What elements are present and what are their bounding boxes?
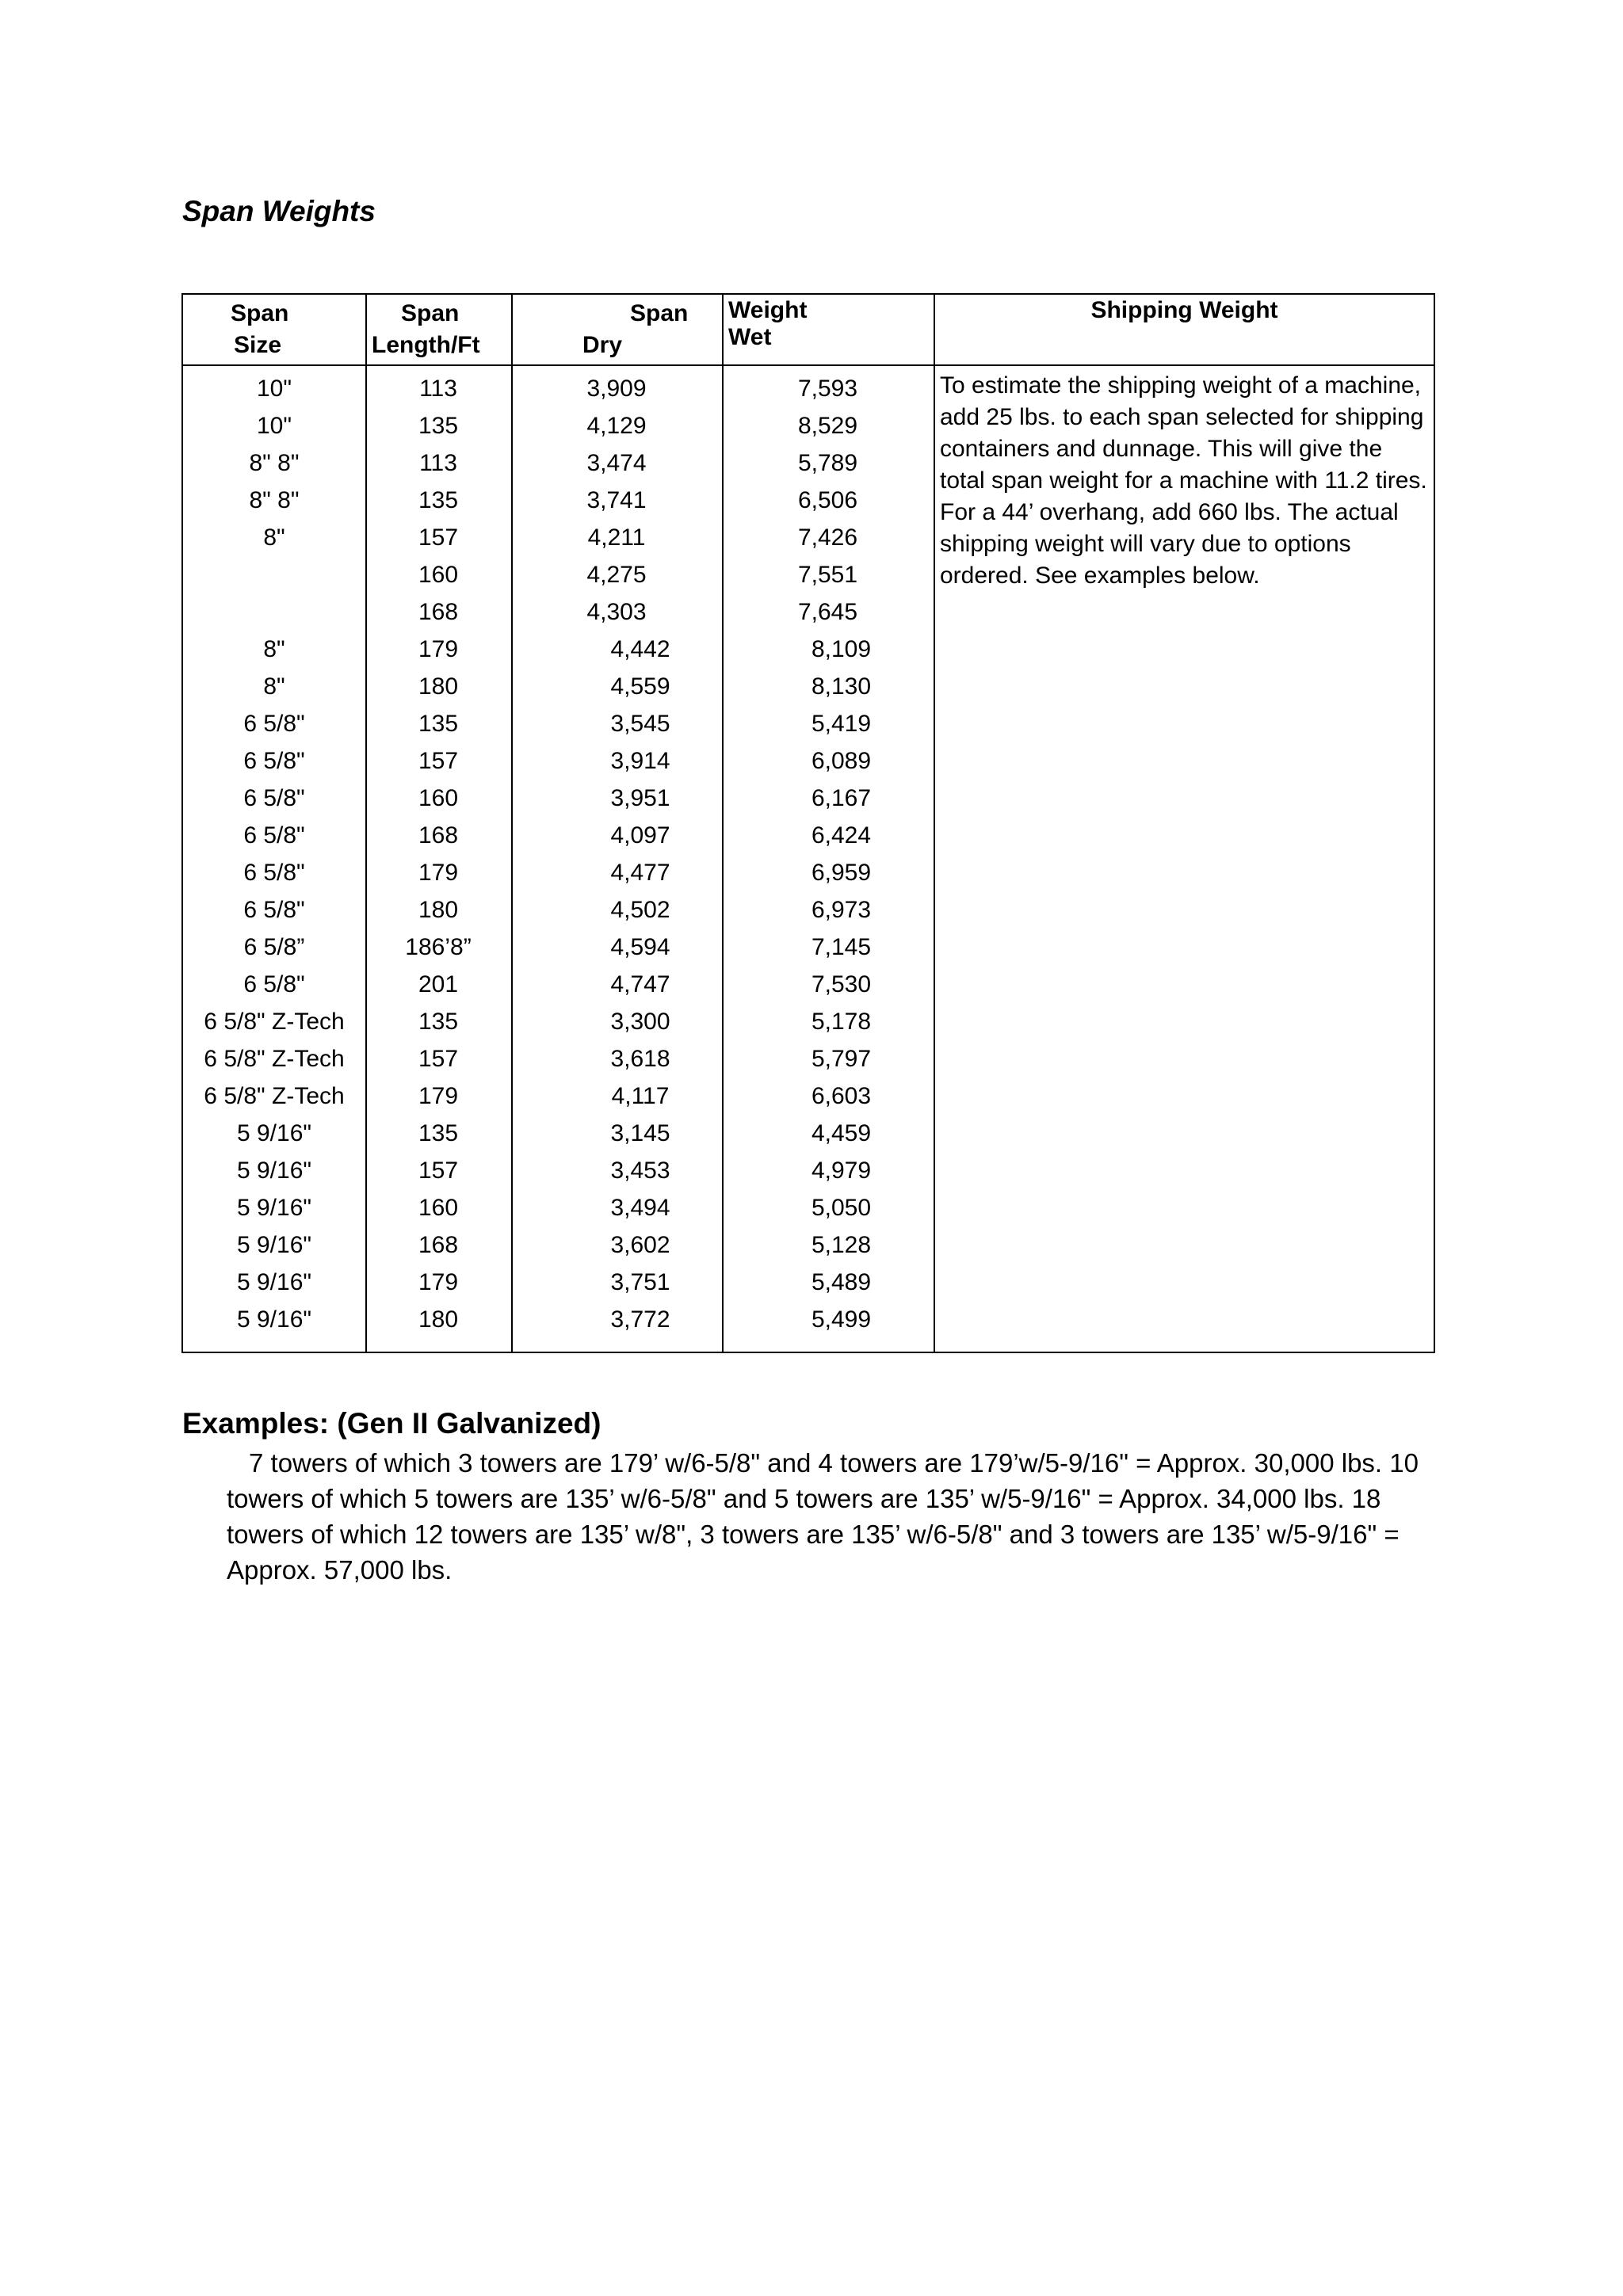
span-size-cell: 6 5/8" [243, 785, 305, 811]
table-row [183, 854, 1434, 891]
table-row [183, 631, 1434, 668]
span-length-cell: 160 [418, 562, 459, 588]
table-row [183, 891, 1434, 929]
span-length-cell: 179 [418, 1083, 459, 1109]
dry-weight-cell: 3,300 [610, 1009, 670, 1035]
wet-weight-cell: 6,089 [811, 748, 872, 774]
table-row [183, 705, 1434, 742]
dry-weight-cell: 3,494 [610, 1195, 670, 1221]
wet-weight-cell: 5,489 [811, 1269, 872, 1295]
dry-weight-cell: 3,145 [610, 1120, 670, 1146]
wet-weight-cell: 6,603 [811, 1083, 872, 1109]
dry-weight-cell: 3,751 [610, 1269, 670, 1295]
wet-weight-cell: 6,167 [811, 785, 872, 811]
span-length-cell: 179 [418, 1269, 459, 1295]
span-size-cell: 8" 8" [249, 487, 300, 513]
wet-weight-cell: 5,789 [797, 450, 858, 476]
span-size-cell: 6 5/8" [243, 860, 305, 886]
header-span-length-2: Length/Ft [372, 332, 480, 358]
span-size-cell: 6 5/8" Z-Tech [204, 1083, 345, 1109]
header-span-length-1: Span [401, 300, 460, 326]
wet-weight-cell: 5,499 [811, 1306, 872, 1333]
dry-weight-cell: 3,618 [610, 1046, 670, 1072]
table-row [183, 1152, 1434, 1189]
span-size-cell: 5 9/16" [236, 1306, 312, 1333]
span-length-cell: 157 [418, 1046, 459, 1072]
span-length-cell: 180 [418, 897, 459, 923]
dry-weight-cell: 3,602 [610, 1232, 670, 1258]
dry-weight-cell: 3,951 [610, 785, 670, 811]
span-length-cell: 180 [418, 673, 459, 700]
dry-weight-cell: 4,211 [587, 524, 646, 551]
span-length-cell: 179 [418, 860, 459, 886]
dry-weight-cell: 4,442 [610, 636, 670, 662]
wet-weight-cell: 6,506 [797, 487, 858, 513]
wet-weight-cell: 4,459 [811, 1120, 872, 1146]
span-length-cell: 157 [418, 748, 459, 774]
table-row [183, 1189, 1434, 1226]
table-row [183, 1077, 1434, 1115]
span-size-cell: 6 5/8" [243, 711, 305, 737]
table-row [183, 668, 1434, 705]
span-size-cell: 8" [263, 636, 285, 662]
wet-weight-cell: 8,130 [811, 673, 872, 700]
dry-weight-cell: 4,275 [586, 562, 647, 588]
span-size-cell: 6 5/8" [243, 748, 305, 774]
dry-weight-cell: 3,474 [586, 450, 647, 476]
wet-weight-cell: 7,426 [797, 524, 858, 551]
dry-weight-cell: 3,909 [586, 376, 647, 402]
table-row [183, 1264, 1434, 1301]
span-length-cell: 135 [418, 413, 459, 439]
span-size-cell: 10" [256, 413, 292, 439]
span-length-cell: 135 [418, 711, 459, 737]
span-length-cell: 186’8” [405, 934, 472, 960]
table-row [183, 1115, 1434, 1152]
span-size-cell: 5 9/16" [236, 1158, 312, 1184]
span-size-cell: 6 5/8" [243, 897, 305, 923]
wet-weight-cell: 7,145 [811, 934, 872, 960]
span-length-cell: 135 [418, 1120, 459, 1146]
dry-weight-cell: 4,117 [611, 1083, 670, 1109]
wet-weight-cell: 5,050 [811, 1195, 872, 1221]
page-title: Span Weights [182, 195, 376, 227]
examples-body: 7 towers of which 3 towers are 179’ w/6-5/8" and 4 towers are 179’w/5-9/16" = Approx. 30,000 lbs. 10 towers of which 5 towers are 135’ w/6-5/8" and 5 towers are 135’ w/5-9/16" = Approx. 34,000 lbs. 18 towers of which 12 towers are 135’ w/8", 3 towers are 135’ w/6-5/8" and 3 towers are 135’ w/5-9/16" = Approx. 57,000 lbs. [227, 1448, 1419, 1585]
header-shipping-weight: Shipping Weight [1090, 297, 1278, 323]
span-size-cell: 10" [256, 376, 292, 402]
dry-weight-cell: 4,097 [610, 822, 670, 849]
dry-weight-cell: 4,477 [610, 860, 670, 886]
span-size-cell: 5 9/16" [236, 1232, 312, 1258]
span-size-cell: 5 9/16" [236, 1195, 312, 1221]
dry-weight-cell: 3,741 [586, 487, 647, 513]
table-row [183, 966, 1434, 1003]
span-weights-table [181, 293, 1435, 1353]
wet-weight-cell: 7,593 [797, 376, 858, 402]
span-size-cell: 8" [263, 673, 285, 700]
dry-weight-cell: 4,129 [586, 413, 647, 439]
header-span-size-1: Span [231, 300, 289, 326]
span-length-cell: 168 [418, 1232, 459, 1258]
dry-weight-cell: 4,747 [610, 971, 670, 997]
wet-weight-cell: 5,419 [811, 711, 872, 737]
header-divider [183, 364, 1434, 366]
span-length-cell: 157 [418, 524, 459, 551]
wet-weight-cell: 6,424 [811, 822, 872, 849]
dry-weight-cell: 3,453 [610, 1158, 670, 1184]
wet-weight-cell: 8,109 [811, 636, 872, 662]
wet-weight-cell: 4,979 [811, 1158, 872, 1184]
header-wet: Wet [728, 324, 772, 350]
dry-weight-cell: 3,545 [610, 711, 670, 737]
wet-weight-cell: 6,959 [811, 860, 872, 886]
span-length-cell: 160 [418, 785, 459, 811]
span-size-cell: 6 5/8” [243, 934, 305, 960]
examples-heading: Examples: (Gen II Galvanized) [182, 1407, 601, 1440]
wet-weight-cell: 6,973 [811, 897, 872, 923]
table-row [183, 742, 1434, 780]
table-row [183, 1301, 1434, 1338]
span-size-cell [183, 593, 365, 631]
shipping-weight-note: To estimate the shipping weight of a machine, add 25 lbs. to each span selected for shipping containers and dunnage. This will give the total span weight for a machine with 11.2 tires. For a 44’ overhang, add 660 lbs. The actual shipping weight will vary due to options ordered. See examples below. [940, 372, 1427, 589]
wet-weight-cell: 7,645 [797, 599, 858, 625]
wet-weight-cell: 5,178 [811, 1009, 872, 1035]
wet-weight-cell: 8,529 [797, 413, 858, 439]
span-length-cell: 160 [418, 1195, 459, 1221]
dry-weight-cell: 3,772 [610, 1306, 670, 1333]
span-size-cell: 6 5/8" [243, 971, 305, 997]
span-size-cell: 6 5/8" Z-Tech [204, 1009, 345, 1035]
dry-weight-cell: 4,502 [610, 897, 670, 923]
header-weight: Weight [728, 297, 808, 323]
dry-weight-cell: 4,594 [610, 934, 670, 960]
span-length-cell: 201 [418, 971, 459, 997]
span-length-cell: 135 [418, 487, 459, 513]
span-length-cell: 157 [418, 1158, 459, 1184]
dry-weight-cell: 3,914 [610, 748, 670, 774]
span-length-cell: 135 [418, 1009, 459, 1035]
header-span-size-2: Size [234, 332, 282, 358]
header-dry: Dry [582, 332, 623, 358]
span-length-cell: 180 [418, 1306, 459, 1333]
table-row [183, 780, 1434, 817]
dry-weight-cell: 4,559 [610, 673, 670, 700]
table-row [183, 1040, 1434, 1077]
wet-weight-cell: 5,128 [811, 1232, 872, 1258]
span-size-cell: 8" [263, 524, 285, 551]
wet-weight-cell: 7,551 [797, 562, 858, 588]
wet-weight-cell: 7,530 [811, 971, 872, 997]
span-length-cell: 113 [419, 376, 457, 402]
table-row [183, 593, 1434, 631]
span-size-cell: 6 5/8" Z-Tech [204, 1046, 345, 1072]
span-size-cell: 5 9/16" [236, 1269, 312, 1295]
header-span-weight-1: Span [630, 300, 689, 326]
table-row [183, 929, 1434, 966]
span-size-cell: 5 9/16" [236, 1120, 312, 1146]
span-size-cell: 8" 8" [249, 450, 300, 476]
table-row [183, 1003, 1434, 1040]
span-length-cell: 179 [418, 636, 459, 662]
table-row [183, 817, 1434, 854]
span-size-cell: 6 5/8" [243, 822, 305, 849]
span-length-cell: 113 [419, 450, 457, 476]
span-length-cell: 168 [418, 599, 459, 625]
span-size-cell [183, 556, 365, 593]
wet-weight-cell: 5,797 [811, 1046, 872, 1072]
table-row [183, 1226, 1434, 1264]
dry-weight-cell: 4,303 [586, 599, 647, 625]
span-length-cell: 168 [418, 822, 459, 849]
